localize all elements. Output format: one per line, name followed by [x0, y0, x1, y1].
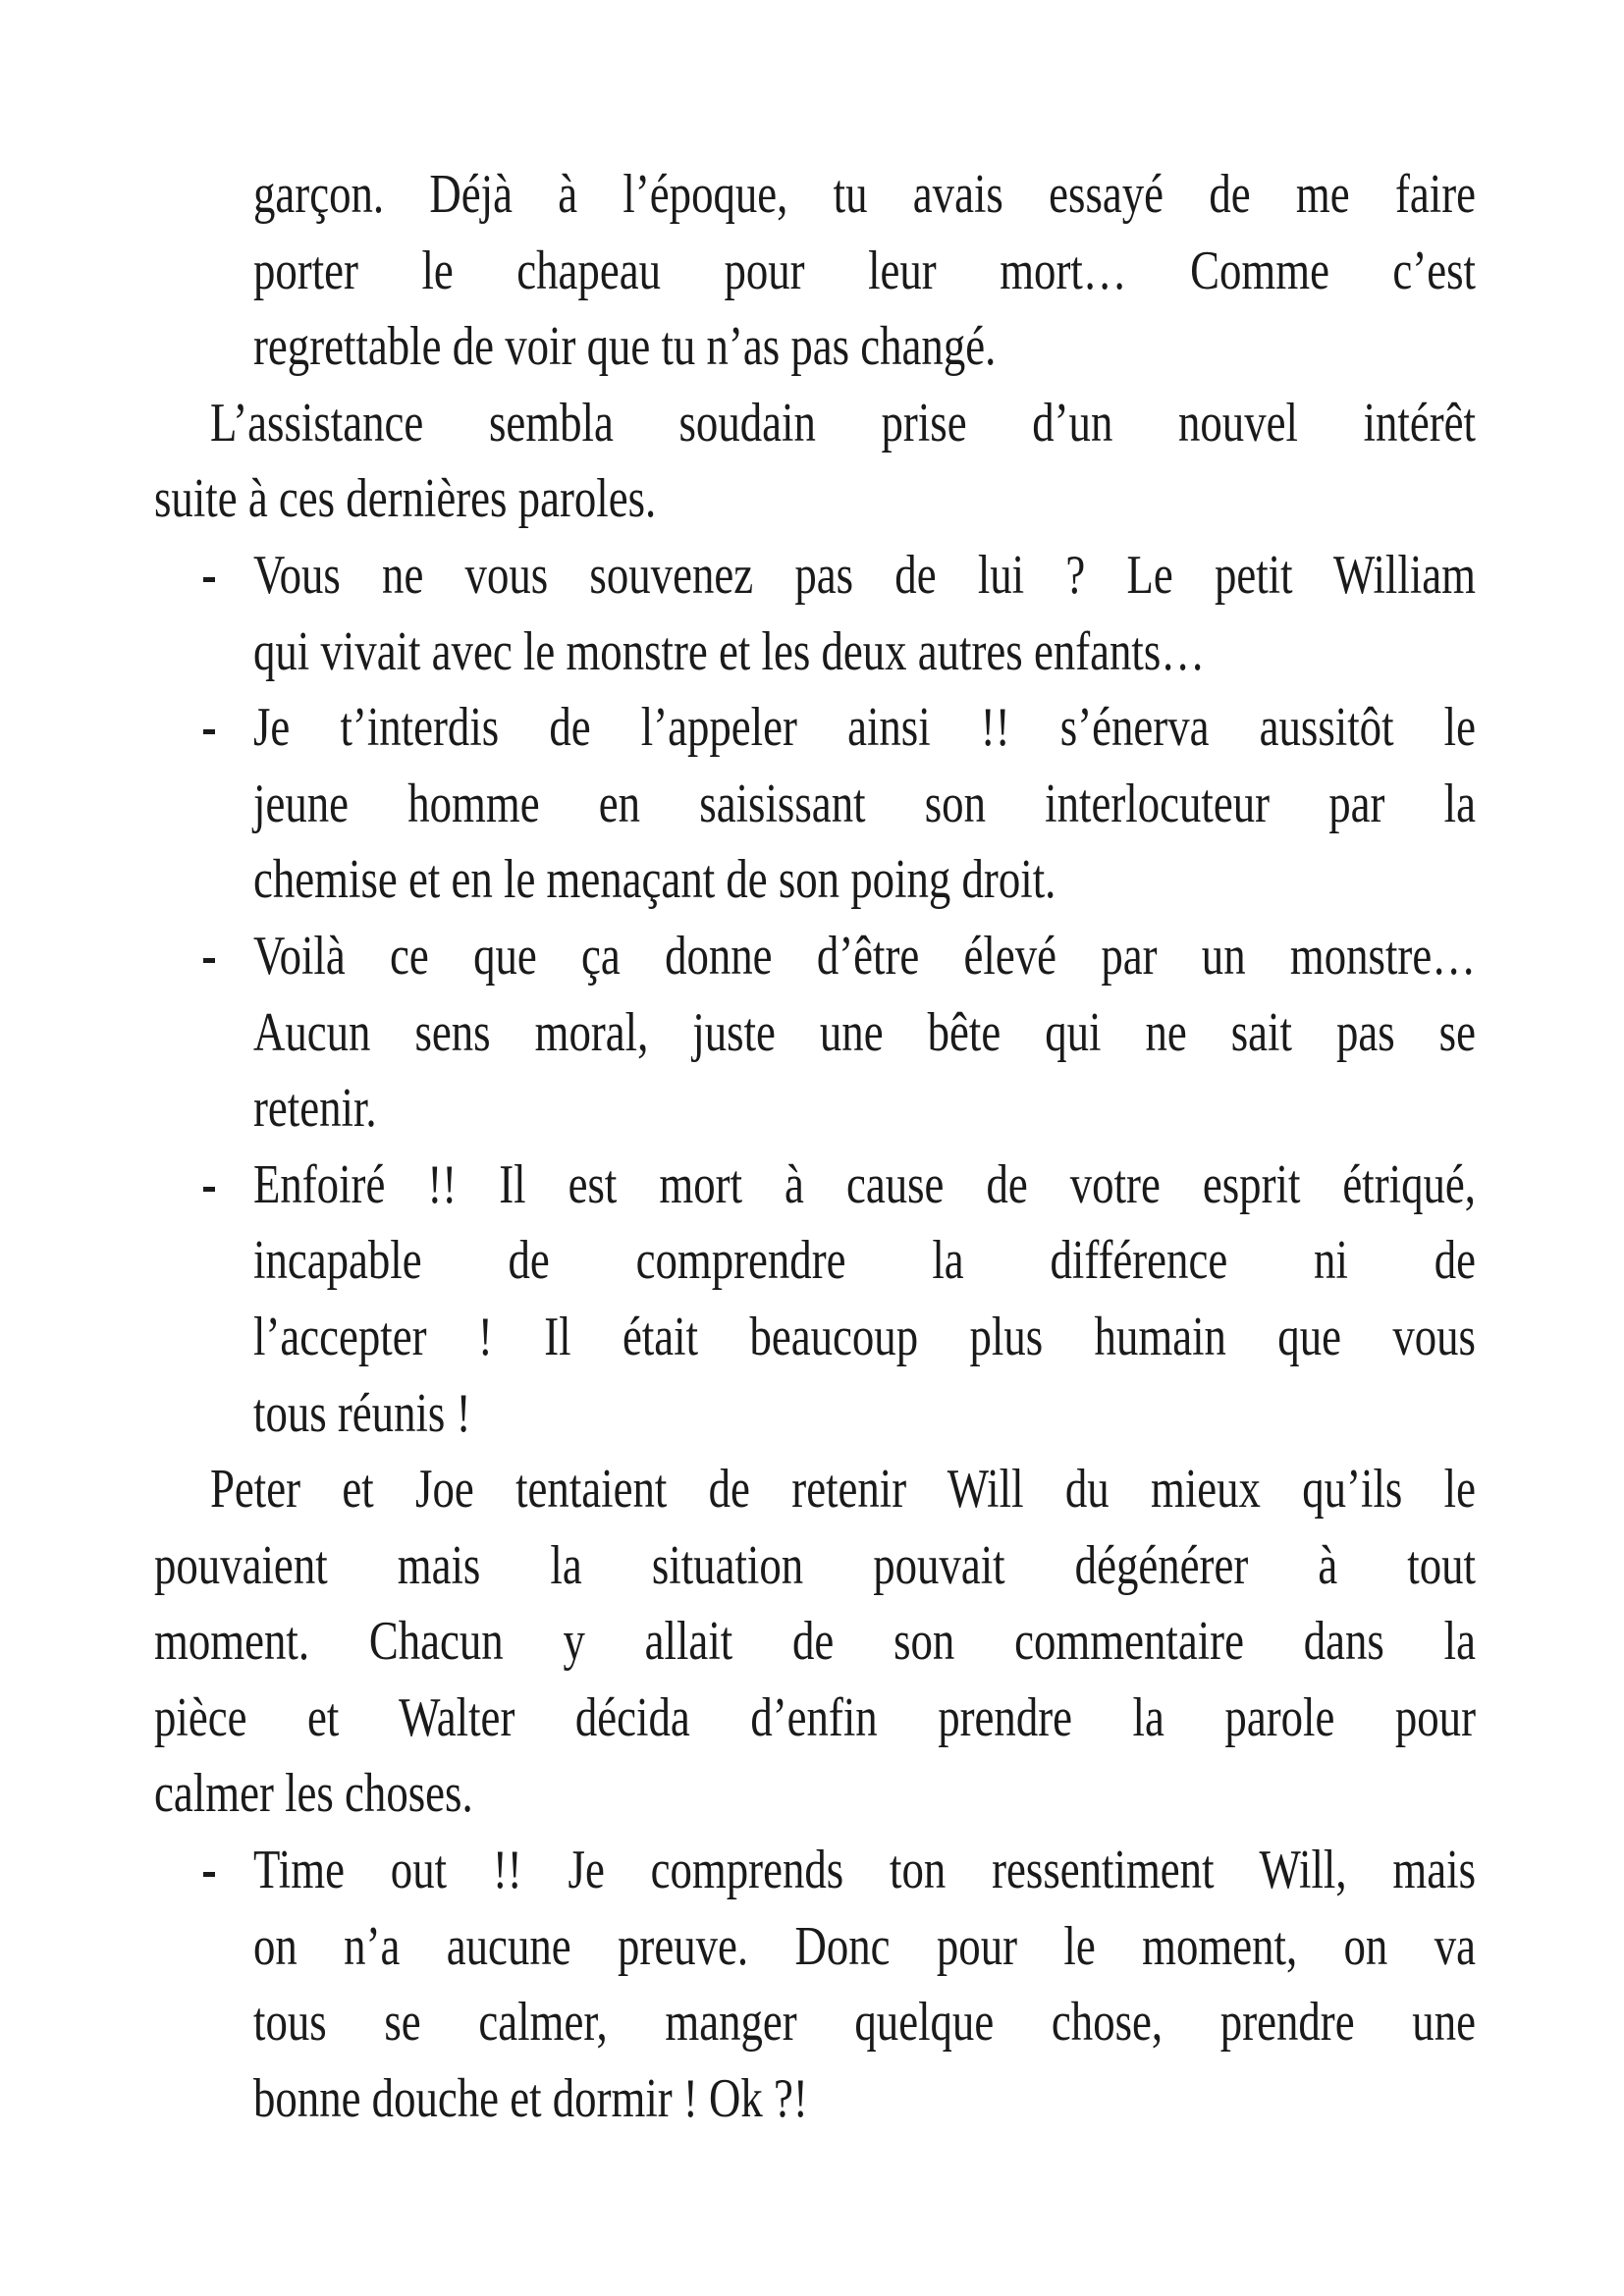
text-line	[154, 1681, 1476, 1757]
line-text: Je t’interdis de l’appeler ainsi !! s’énerva aussitôt le	[253, 697, 1476, 759]
text-line	[154, 2061, 1476, 2138]
line-text: Enfoiré !! Il est mort à cause de votre esprit étriqué,	[253, 1153, 1476, 1215]
text-line	[154, 614, 1476, 691]
paragraph	[154, 1452, 1476, 1833]
line-text: L’assistance sembla soudain prise d’un nouvel intérêt	[210, 392, 1476, 454]
line-text: Voilà ce que ça donne d’être élevé par un monstre…	[253, 925, 1476, 987]
text-line	[154, 1833, 1476, 1909]
dialogue-block	[154, 538, 1476, 690]
line-text: chemise et en le menaçant de son poing droit.	[253, 849, 1056, 911]
text-line	[154, 995, 1476, 1072]
line-text: qui vivait avec le monstre et les deux autres enfants…	[253, 620, 1206, 682]
text-line	[154, 386, 1476, 462]
line-text: pièce et Walter décida d’enfin prendre la parole pour	[154, 1686, 1476, 1748]
line-text: jeune homme en saisissant son interlocuteur par la	[253, 773, 1476, 834]
text-line	[154, 461, 1476, 538]
dialogue-block	[154, 1833, 1476, 2137]
text-line	[154, 538, 1476, 614]
text-line	[154, 309, 1476, 386]
text-line	[154, 1223, 1476, 1300]
line-text: moment. Chacun y allait de son commentaire dans la	[154, 1611, 1476, 1673]
text-line	[154, 1604, 1476, 1681]
text-line	[154, 1376, 1476, 1453]
text-line	[154, 1756, 1476, 1833]
line-text: l’accepter ! Il était beaucoup plus humain que vous	[253, 1306, 1476, 1367]
text-line	[154, 1300, 1476, 1376]
text-line	[154, 157, 1476, 234]
text-line	[154, 767, 1476, 843]
line-text: incapable de comprendre la différence ni de	[253, 1230, 1476, 1292]
line-text: bonne douche et dormir ! Ok ?!	[253, 2067, 808, 2129]
line-text: calmer les choses.	[154, 1763, 473, 1825]
line-text: Aucun sens moral, juste une bête qui ne sait pas se	[253, 1001, 1476, 1063]
page-text	[154, 157, 1476, 2137]
text-line	[154, 690, 1476, 767]
text-line	[154, 1071, 1476, 1148]
text-line	[154, 1909, 1476, 1986]
line-text: garçon. Déjà à l’époque, tu avais essayé de me faire	[253, 164, 1476, 225]
text-line	[154, 1148, 1476, 1224]
line-text: Time out !! Je comprends ton ressentiment Will, mais	[253, 1840, 1476, 1901]
text-line	[154, 1985, 1476, 2061]
line-text: on n’a aucune preuve. Donc pour le moment, on va	[253, 1915, 1476, 1977]
line-text: regrettable de voir que tu n’as pas changé.	[253, 316, 997, 378]
line-text: tous réunis !	[253, 1382, 471, 1444]
text-line	[154, 234, 1476, 310]
dialogue-block	[154, 1148, 1476, 1452]
line-text: tous se calmer, manger quelque chose, prendre une	[253, 1992, 1476, 2054]
line-text: Vous ne vous souvenez pas de lui ? Le petit William	[253, 544, 1476, 606]
line-text: suite à ces dernières paroles.	[154, 468, 657, 530]
dialogue-block	[154, 157, 1476, 386]
line-text: Peter et Joe tentaient de retenir Will du mieux qu’ils le	[210, 1459, 1476, 1521]
line-text: pouvaient mais la situation pouvait dégénérer à tout	[154, 1534, 1476, 1596]
paragraph	[154, 386, 1476, 538]
text-line	[154, 1528, 1476, 1605]
line-text: retenir.	[253, 1078, 377, 1140]
text-line	[154, 842, 1476, 919]
text-line	[154, 919, 1476, 995]
dialogue-block	[154, 919, 1476, 1148]
text-line	[154, 1452, 1476, 1528]
dialogue-block	[154, 690, 1476, 919]
line-text: porter le chapeau pour leur mort… Comme c’est	[253, 240, 1476, 301]
